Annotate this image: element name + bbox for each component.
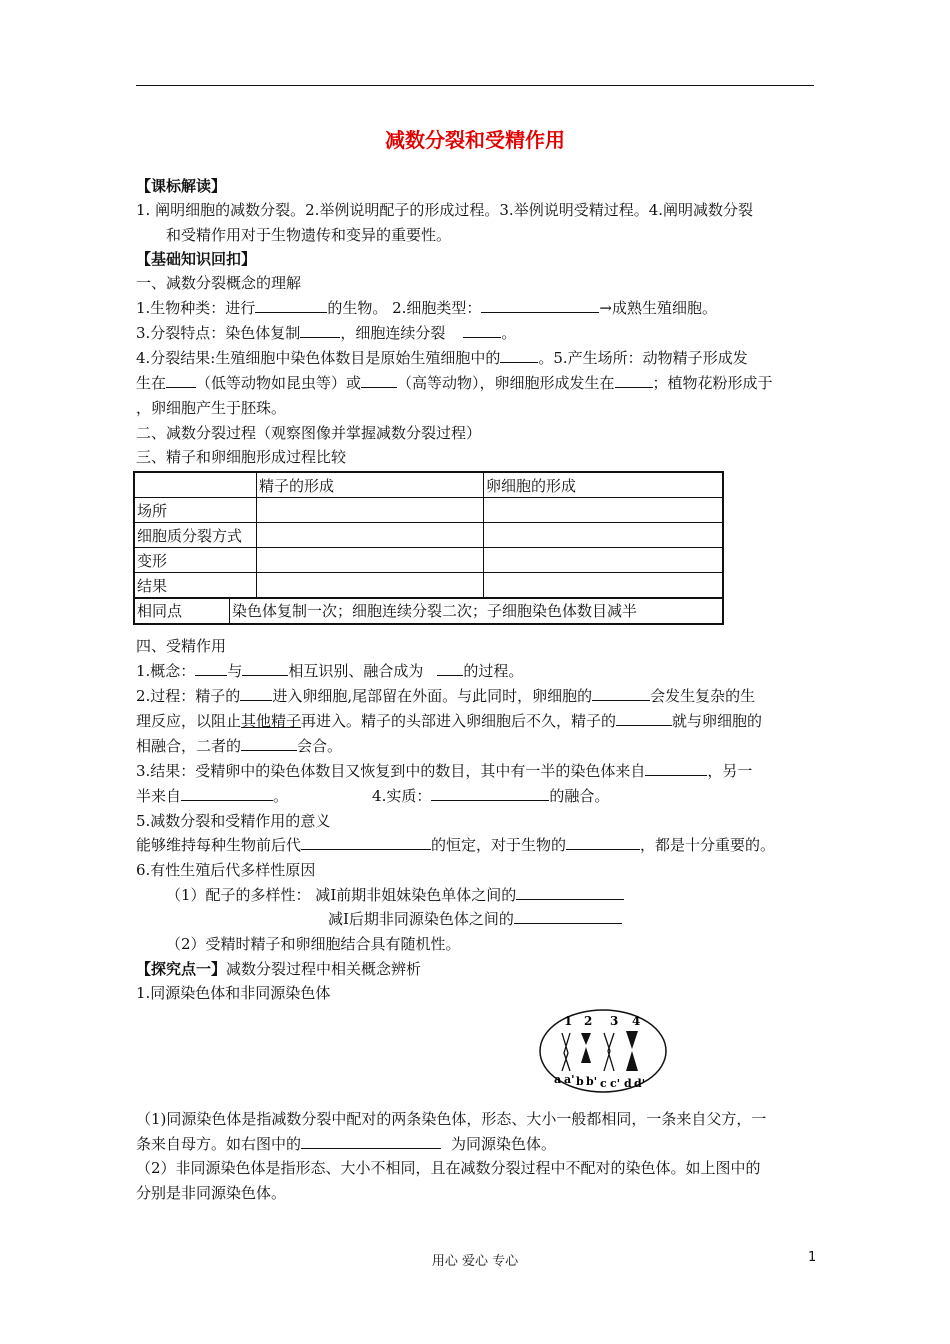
shoujing-line-10: （1）配子的多样性： 减Ⅰ前期非姐妹染色单体之间的 — [166, 885, 624, 905]
table-row-label: 细胞质分裂方式 — [134, 523, 257, 548]
tanjiu-heading: 【探究点一】减数分裂过程中相关概念辨析 — [136, 960, 422, 978]
diagram-number: 1 — [564, 1014, 573, 1028]
shoujing-subheading: 四、受精作用 — [136, 637, 227, 655]
shoujing-line-9: 6.有性生殖后代多样性原因 — [136, 861, 316, 879]
table-header-cell: 卵细胞的形成 — [484, 472, 724, 498]
chromosome-3 — [604, 1033, 614, 1071]
table-row — [134, 573, 723, 599]
diagram-letter: b' — [586, 1075, 598, 1088]
tanjiu-para-2b: 分别是非同源染色体。 — [136, 1184, 287, 1202]
shoujing-line-4: 相融合，二者的 会合。 — [136, 737, 343, 755]
jichu-line-5: 生在 （低等动物如昆虫等）或 （高等动物），卵细胞形成发生在 ；植物花粉形成于 — [136, 374, 773, 392]
jichu-subheading-3: 三、精子和卵细胞形成过程比较 — [136, 448, 347, 466]
shoujing-line-7: 5.减数分裂和受精作用的意义 — [136, 812, 331, 830]
header-rule — [136, 85, 814, 86]
chromosome-1 — [562, 1033, 570, 1071]
diagram-letter: d' — [634, 1077, 646, 1090]
page-number: 1 — [808, 1250, 817, 1265]
table-header-cell: 精子的形成 — [257, 472, 484, 498]
shoujing-line-3: 理反应，以阻止其他精子再进入。精子的头部进入卵细胞后不久，精子的 就与卵细胞的 — [136, 712, 763, 730]
shoujing-line-12: （2）受精时精子和卵细胞结合具有随机性。 — [166, 935, 461, 953]
page-title: 减数分裂和受精作用 — [385, 128, 565, 152]
diagram-letter: b — [576, 1075, 584, 1088]
section-kebiao-heading: 【课标解读】 — [136, 177, 227, 195]
jichu-line-6: ，卵细胞产生于胚珠。 — [136, 399, 287, 417]
shoujing-line-2: 2.过程：精子的 进入卵细胞,尾部留在外面。与此同时，卵细胞的 会发生复杂的生 — [136, 687, 756, 705]
tanjiu-para-2a: （2）非同源染色体是指形态、大小不相同，且在减数分裂过程中不配对的染色体。如上图中的 — [136, 1159, 761, 1177]
tanjiu-para-1b: 条来自母方。如右图中的 为同源染色体。 — [136, 1135, 557, 1153]
shoujing-line-5: 3.结果：受精卵中的染色体数目又恢复到中的数目，其中有一半的染色体来自 ，另一 — [136, 762, 753, 780]
table-row-label: 场所 — [134, 498, 257, 523]
table-common-text: 染色体复制一次；细胞连续分裂二次；子细胞染色体数目减半 — [232, 602, 638, 620]
diagram-letter: a — [554, 1073, 562, 1086]
section-jichu-heading: 【基础知识回扣】 — [136, 250, 257, 268]
jichu-subheading-1: 一、减数分裂概念的理解 — [136, 274, 302, 292]
diagram-letter: c' — [610, 1077, 621, 1090]
diagram-number: 2 — [584, 1014, 593, 1028]
table-row — [134, 548, 723, 573]
jichu-subheading-2: 二、减数分裂过程（观察图像并掌握减数分裂过程） — [136, 424, 482, 442]
jichu-line-3: 3.分裂特点：染色体复制 ，细胞连续分裂 。 — [136, 324, 517, 342]
tanjiu-para-1a: （1)同源染色体是指减数分裂中配对的两条染色体，形态、大小一般都相同，一条来自父方，一 — [136, 1110, 767, 1128]
chromosome-4 — [626, 1031, 638, 1071]
kebiao-line-2: 和受精作用对于生物遗传和变异的重要性。 — [166, 226, 452, 244]
table-header-cell — [134, 472, 257, 498]
chromosome-2 — [581, 1033, 591, 1063]
diagram-number: 3 — [610, 1014, 619, 1028]
diagram-letter: d — [624, 1077, 632, 1090]
diagram-letter: a' — [564, 1073, 575, 1086]
table-header-row — [134, 472, 723, 498]
footer-text: 用心 爱心 专心 — [431, 1254, 519, 1269]
jichu-line-4: 4.分裂结果:生殖细胞中染色体数目是原始生殖细胞中的 。5.产生场所：动物精子形成发 — [136, 349, 748, 367]
jichu-line-1: 1.生物种类：进行 的生物。 2.细胞类型： →成熟生殖细胞。 — [136, 299, 717, 317]
table-common-row — [134, 598, 723, 624]
shoujing-line-6: 半来自 。 4.实质： 的融合。 — [136, 787, 610, 805]
table-row — [134, 498, 723, 523]
shoujing-line-8: 能够维持每种生物前后代 的恒定，对于生物的 ，都是十分重要的。 — [136, 836, 776, 854]
kebiao-line-1: 1. 阐明细胞的减数分裂。2.举例说明配子的形成过程。3.举例说明受精过程。4.阐明减数分裂 — [136, 201, 754, 219]
shoujing-line-11: 减Ⅰ后期非同源染色体之间的 — [328, 909, 622, 929]
table-common-label: 相同点 — [135, 599, 230, 623]
table-row-label: 结果 — [134, 573, 257, 599]
diagram-letter: c — [600, 1077, 607, 1090]
chromosome-diagram — [538, 1005, 668, 1095]
shoujing-line-1: 1.概念： 与 相互识别、融合成为 的过程。 — [136, 662, 524, 680]
table-row-label: 变形 — [134, 548, 257, 573]
tanjiu-line-1: 1.同源染色体和非同源染色体 — [136, 984, 331, 1002]
table-row — [134, 523, 723, 548]
comparison-table — [133, 471, 724, 625]
diagram-number: 4 — [632, 1014, 641, 1028]
